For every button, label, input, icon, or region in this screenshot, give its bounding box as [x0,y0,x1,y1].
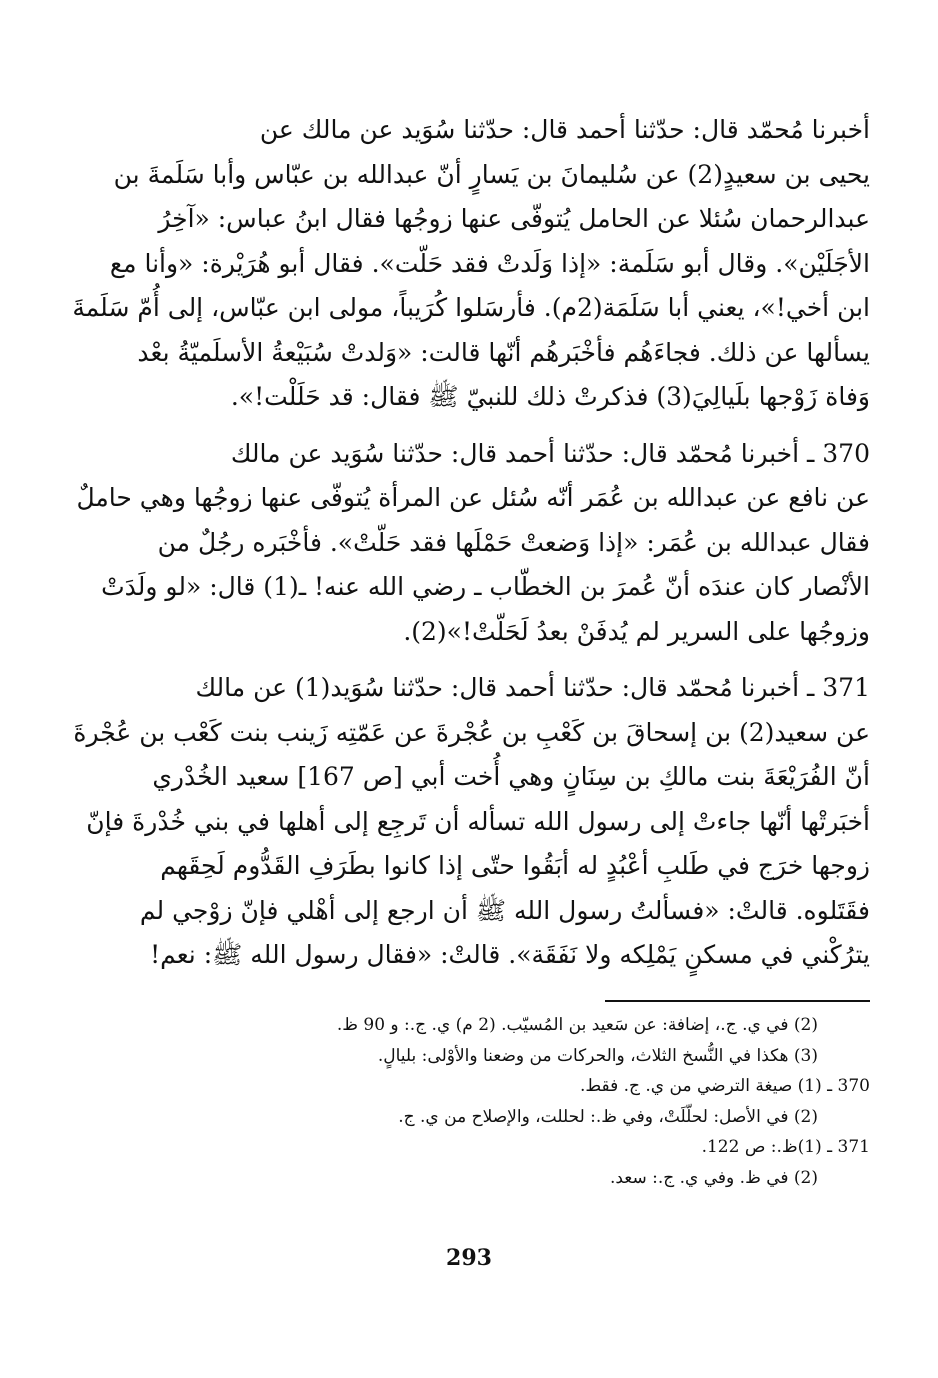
text-line: الأجَلَيْن». وقال أبو سَلَمة: «إذا وَلَدتْ فقد حَلّت». فقال أبو هُرَيْرة: «وأنا مع [109,248,870,278]
footnote: (3) هكذا في النُّسخ الثلاث، والحركات من وضعنا والأوْلى: بليالٍ. [377,1045,818,1066]
text-line: 370 ـ أخبرنا مُحمّد قال: حدّثنا أحمد قال: حدّثنا سُوَيد عن مالك [230,438,870,468]
text-line: ابن أخي!»، يعني أبا سَلَمَة(2م). فأرسَلوا كُرَيباً، مولى ابن عبّاس، إلى أُمّ سَلَمةَ [72,293,870,322]
text-line: أخبرنا مُحمّد قال: حدّثنا أحمد قال: حدّثنا سُوَيد عن مالك عن [259,115,870,144]
page-number: 293 [446,1245,492,1271]
text-line: يسألها عن ذلك. فجاءَهُم فأخْبَرهُم أنّها قالت: «وَلدتْ سُبَيْعةُ الأسلَميّةُ بعْد [137,337,870,367]
text-line: 371 ـ أخبرنا مُحمّد قال: حدّثنا أحمد قال: حدّثنا سُوَيد(1) عن مالك [195,673,870,702]
text-line: عن نافع عن عبدالله بن عُمَر أنّه سُئل عن المرأة يُتوفّى عنها زوجُها وهي حاملٌ [76,483,870,512]
text-line: يترُكْني في مسكنٍ يَمْلِكه ولا نَفَقَة». قالتْ: «فقال رسول الله ﷺ: نعم! [150,940,870,969]
footnote: 370 ـ (1) صيغة الترضي من ي. ج. فقط. [579,1076,870,1096]
footnote: 371 ـ (1)ظ.: ص 122. [701,1137,870,1157]
text-line: زوجها خرَج في طَلبِ أعْبُدٍ له أبَقُوا حتّى إذا كانوا بطَرَفِ القَدُّوم لَحِقَهم [160,851,870,880]
footnote: (2) في ي. ج.، إضافة: عن سَعيد بن المُسيّب. (2 م) ي. ج.: و 90 ظ. [336,1015,818,1035]
text-line: أخبَرتْها أنّها جاءتْ إلى رسول الله تسأله أن تَرجِع إلى أهلها في بني خُدْرةَ فإنّ [86,806,870,836]
footnote: (2) في الأصل: لحلّلَتْ، وفي ظ.: لحللت، والإصلاح من ي. ج. [398,1106,818,1127]
main-text [72,108,870,990]
text-line: يحيى بن سعيدٍ(2) عن سُليمانَ بن يَسارٍ أنّ عبدالله بن عبّاس وأبا سَلَمةَ بن [113,159,870,189]
paragraph-hadith-371 [73,666,870,978]
paragraph-hadith-369 [72,108,870,420]
text-line: الأنْصار كان عندَه أنّ عُمرَ بن الخطّاب ـ رضي الله عنه! ـ(1) قال: «لو ولَدَتْ [101,572,870,601]
text-line: وزوجُها على السرير لم يُدفَنْ بعدُ لَحَلّتْ!»(2). [403,616,870,646]
footnote: (2) في ظ. وفي ي. ج.: سعد. [609,1167,818,1188]
paragraph-hadith-370 [76,432,870,655]
footnotes [190,1010,870,1193]
text-line: أنّ الفُرَيْعَةَ بنت مالكِ بن سِنَانٍ وهي أُخت أبي [ص 167] سعيد الخُدْري [152,762,870,791]
text-line: فقَتَلوه. قالتْ: «فسألتُ رسول الله ﷺ أن ارجع إلى أهْلي فإنّ زوْجي لم [139,895,870,925]
text-line: وَفاة زَوْجها بلَيالِيَ(3) فذكرتْ ذلك للنبيّ ﷺ فقال: قد حَلَلْت!». [230,382,870,411]
footnote-separator [605,1000,870,1002]
text-line: عن سعيد(2) بن إسحاقَ بن كَعْبِ بن عُجْرةَ عن عَمّتِه زَينب بنت كَعْب بن عُجْرةَ [73,717,870,747]
text-line: عبدالرحمان سُئلا عن الحامل يُتوفّى عنها زوجُها فقال ابنُ عباس: «آخِرُ [158,204,870,233]
text-line: فقال عبدالله بن عُمَر: «إذا وَضعتْ حَمْلَها فقد حَلّتْ». فأخْبَره رجُلٌ من [157,527,870,557]
